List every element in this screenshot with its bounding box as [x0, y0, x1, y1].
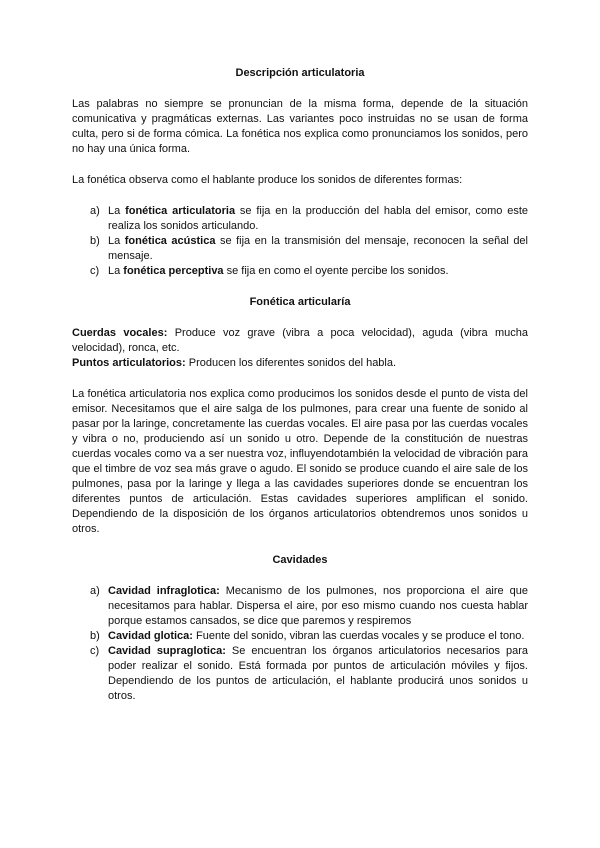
- list-marker: c): [90, 645, 100, 657]
- definition-term: Cuerdas vocales:: [72, 327, 168, 339]
- definition-text: Producen los diferentes sonidos del habla.: [185, 357, 397, 369]
- list-marker: a): [90, 205, 100, 217]
- list-item-term: Cavidad glotica:: [108, 630, 193, 642]
- list-item: [72, 264, 528, 279]
- list-item-text: Fuente del sonido, vibran las cuerdas vocales y se produce el tono.: [192, 630, 525, 642]
- list-item: [72, 629, 528, 644]
- list-item-term: fonética acústica: [124, 235, 216, 247]
- list-item-pre: La: [108, 265, 124, 277]
- list-marker: c): [90, 265, 100, 277]
- section-title-descripcion: Descripción articulatoria: [235, 67, 365, 79]
- definition-text: Produce voz grave (vibra a poca velocidad), aguda (vibra mucha velocidad), ronca, etc.: [72, 327, 528, 354]
- list-item-text: Mecanismo de los pulmones, nos proporciona el aire que necesitamos para hablar. Dispersa el aire, por eso mismo cuando nos cuesta hablar porque estamos cansados, se dice que paremos y respiremos: [108, 585, 528, 627]
- fonetica-articulatoria-paragraph: La fonética articulatoria nos explica como producimos los sonidos desde el punto de vista del emisor. Necesitamos que el aire salga de los pulmones, para crear una fuente de sonido al pasar por la laringe, concretamente las cuerdas vocales. El aire pasa por las cuerdas vocales y vibra o no, produciendo así un sonido u otro. Depende de la constitución de nuestras cuerdas vocales como va a ser nuestra voz, influyendotambién la velocidad de vibración para que el timbre de voz sea más grave o agudo. El sonido se produce cuando el aire sale de los pulmones, pasa por la laringe y llega a las cavidades superiores donde se encuentran los diferentes puntos de articulación. Estas cavidades superiores amplifican el sonido. Dependiendo de la disposición de los órganos articulatorios obtendremos unos sonidos u otros.: [72, 388, 528, 535]
- list-item: [72, 204, 528, 234]
- definition-cuerdas-vocales: [72, 326, 528, 356]
- list-item-text: se fija en la producción del habla del emisor, como este realiza los sonidos articulando.: [108, 205, 528, 232]
- list-marker: a): [90, 585, 100, 597]
- fonetica-observa-paragraph: La fonética observa como el hablante produce los sonidos de diferentes formas:: [72, 174, 463, 186]
- section-title-cavidades: Cavidades: [272, 554, 328, 566]
- section-title-fonetica-articularia: Fonética articularía: [249, 296, 351, 308]
- list-item: [72, 644, 528, 704]
- list-item-text: Se encuentran los órganos articulatorios necesarios para poder realizar el sonido. Está formada por puntos de articulación móviles y fijos. Dependiendo de los puntos de articulación, el hablante producirá unos sonidos u otros.: [108, 645, 528, 702]
- list-marker: b): [90, 235, 100, 247]
- definition-term: Puntos articulatorios:: [72, 357, 186, 369]
- list-item-text: se fija en como el oyente percibe los sonidos.: [223, 265, 449, 277]
- cavidades-list: [72, 584, 528, 704]
- list-item-term: fonética articulatoria: [125, 205, 236, 217]
- list-item: [72, 584, 528, 629]
- definition-puntos-articulatorios: [72, 356, 528, 371]
- list-item-term: Cavidad supraglotica:: [108, 645, 226, 657]
- list-item-pre: La: [108, 205, 126, 217]
- list-marker: b): [90, 630, 100, 642]
- fonetica-types-list: [72, 204, 528, 279]
- intro-paragraph: Las palabras no siempre se pronuncian de la misma forma, depende de la situación comunicativa y pragmáticas externas. Las variantes poco instruidas no se usan de forma culta, pero si de forma cómica. La fonética nos explica como pronunciamos los sonidos, pero no hay una única forma.: [72, 98, 528, 155]
- list-item-term: fonética perceptiva: [123, 265, 224, 277]
- list-item-pre: La: [108, 235, 125, 247]
- list-item: [72, 234, 528, 264]
- list-item-term: Cavidad infraglotica:: [108, 585, 220, 597]
- list-item-text: se fija en la transmisión del mensaje, reconocen la señal del mensaje.: [108, 235, 528, 262]
